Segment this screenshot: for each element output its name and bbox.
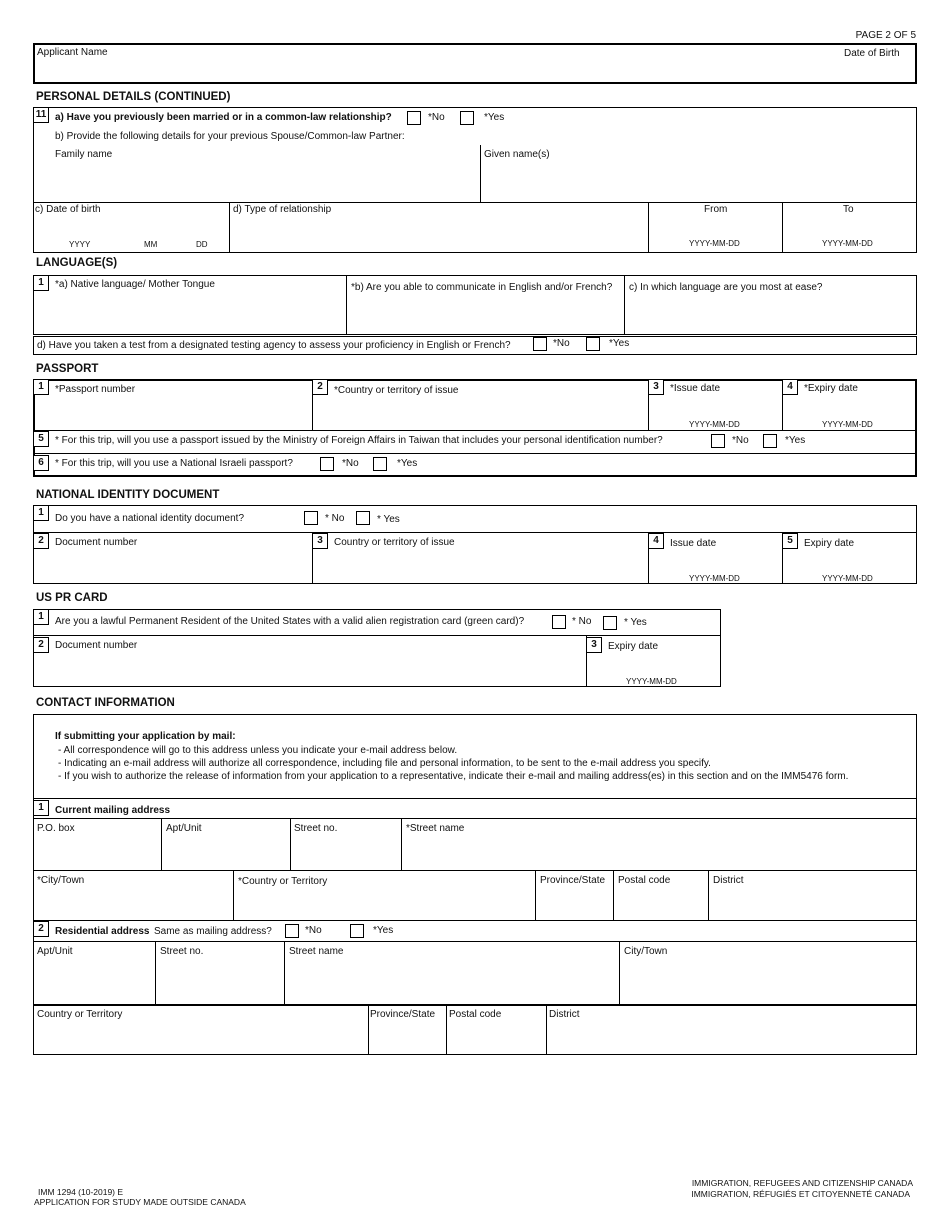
divider	[33, 941, 917, 942]
divider	[782, 202, 783, 253]
mail-country-label: *Country or Territory	[238, 876, 328, 887]
nid-index-3: 3	[312, 533, 328, 549]
passport-country-field[interactable]	[313, 400, 647, 429]
nid-no-checkbox[interactable]	[304, 511, 318, 525]
mail-city-field[interactable]	[34, 888, 232, 919]
uspr-no-label: * No	[572, 616, 592, 627]
dob-dd-hint: DD	[196, 240, 208, 249]
married-yes-label: *Yes	[484, 112, 505, 123]
passport-country-index: 2	[312, 379, 328, 395]
nid-index-1: 1	[33, 505, 49, 521]
contact-title: CONTACT INFORMATION	[36, 697, 175, 709]
divider	[33, 870, 917, 871]
passport-israeli-index: 6	[33, 455, 49, 471]
nid-expiry-label: Expiry date	[804, 538, 855, 549]
divider	[648, 202, 649, 253]
israeli-no-label: *No	[342, 458, 359, 469]
divider	[33, 202, 917, 203]
passport-expiry-date-hint: YYYY-MM-DD	[822, 420, 873, 429]
res-district-label: District	[549, 1009, 580, 1020]
mail-postal-field[interactable]	[614, 888, 707, 919]
family-name-label: Family name	[55, 149, 113, 160]
mail-province-label: Province/State	[540, 875, 606, 886]
divider	[33, 818, 917, 819]
language-title: LANGUAGE(S)	[36, 257, 118, 269]
given-names-field[interactable]	[481, 162, 916, 202]
previous-spouse-instruction: b) Provide the following details for your previous Spouse/Common-law Partner:	[55, 131, 405, 142]
mail-district-label: District	[713, 875, 744, 886]
res-street-name-field[interactable]	[285, 959, 618, 1003]
passport-taiwan-question: * For this trip, will you use a passport issued by the Ministry of Foreign Affairs in Taiwan that includes your personal identification number?	[55, 435, 663, 446]
passport-number-index: 1	[33, 379, 49, 395]
mail-postal-label: Postal code	[618, 875, 671, 886]
from-label: From	[704, 204, 728, 215]
res-province-field[interactable]	[369, 1022, 445, 1054]
nid-index-4: 4	[648, 533, 664, 549]
nid-yes-checkbox[interactable]	[356, 511, 370, 525]
passport-issue-index: 3	[648, 379, 664, 395]
same-as-mailing-question: Same as mailing address?	[154, 926, 272, 937]
mail-instruction-1: - All correspondence will go to this address unless you indicate your e-mail address below.	[58, 745, 458, 756]
res-street-no-label: Street no.	[160, 946, 204, 957]
passport-israeli-question: * For this trip, will you use a National Israeli passport?	[55, 458, 293, 469]
nid-no-label: * No	[325, 513, 345, 524]
residential-address-label: Residential address	[55, 926, 150, 937]
language-test-no-label: *No	[553, 338, 570, 349]
mail-instruction-3: - If you wish to authorize the release of information from your application to a representative, indicate their e-mail and mailing address(es) in this section and on the IMM5476 form.	[58, 771, 849, 782]
divider	[33, 635, 721, 636]
nid-expiry-date-hint: YYYY-MM-DD	[822, 574, 873, 583]
from-date-hint: YYYY-MM-DD	[689, 239, 740, 248]
taiwan-yes-label: *Yes	[785, 435, 806, 446]
taiwan-no-label: *No	[732, 435, 749, 446]
passport-issue-date-hint: YYYY-MM-DD	[689, 420, 740, 429]
divider	[624, 275, 625, 335]
department-name-en: IMMIGRATION, REFUGEES AND CITIZENSHIP CANADA	[691, 1178, 913, 1188]
passport-taiwan-index: 5	[33, 431, 49, 447]
language-test-yes-label: *Yes	[609, 338, 630, 349]
taiwan-yes-checkbox[interactable]	[763, 434, 777, 448]
family-name-field[interactable]	[34, 162, 479, 202]
question-number-1: 1	[33, 275, 49, 291]
communicate-label: *b) Are you able to communicate in English and/or French?	[351, 282, 613, 293]
applicant-name-label: Applicant Name	[37, 47, 108, 58]
dob-yyyy-hint: YYYY	[69, 240, 91, 249]
nid-country-field[interactable]	[313, 552, 647, 583]
nid-issue-label: Issue date	[670, 538, 717, 549]
nid-doc-number-field[interactable]	[34, 552, 311, 583]
uspr-index-3: 3	[586, 637, 602, 653]
uspr-yes-checkbox[interactable]	[603, 616, 617, 630]
given-names-label: Given name(s)	[484, 149, 550, 160]
personal-details-title: PERSONAL DETAILS (CONTINUED)	[36, 91, 231, 103]
language-test-question: d) Have you taken a test from a designated testing agency to assess your proficiency in English or French?	[37, 340, 511, 351]
married-no-label: *No	[428, 112, 445, 123]
nid-country-label: Country or territory of issue	[334, 537, 455, 548]
res-district-field[interactable]	[547, 1022, 916, 1054]
mail-province-field[interactable]	[536, 888, 612, 919]
applicant-header-box[interactable]	[33, 43, 917, 84]
israeli-no-checkbox[interactable]	[320, 457, 334, 471]
mail-street-no-field[interactable]	[291, 836, 400, 869]
uspr-doc-number-field[interactable]	[34, 655, 585, 686]
po-box-label: P.O. box	[37, 823, 75, 834]
mail-apt-unit-field[interactable]	[162, 836, 289, 869]
contact-index-1: 1	[33, 800, 49, 816]
divider	[229, 202, 230, 253]
nid-yes-label: * Yes	[377, 514, 400, 525]
divider	[33, 430, 917, 431]
language-test-yes-checkbox[interactable]	[586, 337, 600, 351]
uspr-no-checkbox[interactable]	[552, 615, 566, 629]
uspr-expiry-label: Expiry date	[608, 641, 659, 652]
question-number-11: 11	[33, 107, 49, 123]
taiwan-no-checkbox[interactable]	[711, 434, 725, 448]
to-date-hint: YYYY-MM-DD	[822, 239, 873, 248]
ease-language-label: c) In which language are you most at ease?	[629, 282, 823, 293]
uspr-index-2: 2	[33, 637, 49, 653]
language-test-no-checkbox[interactable]	[533, 337, 547, 351]
res-street-no-field[interactable]	[156, 959, 283, 1003]
res-postal-label: Postal code	[449, 1009, 502, 1020]
same-address-no-checkbox[interactable]	[285, 924, 299, 938]
uspr-expiry-date-hint: YYYY-MM-DD	[626, 677, 677, 686]
spouse-dob-label: c) Date of birth	[35, 204, 101, 215]
native-language-label: *a) Native language/ Mother Tongue	[55, 279, 215, 290]
mail-street-no-label: Street no.	[294, 823, 338, 834]
dob-mm-hint: MM	[144, 240, 158, 249]
israeli-yes-checkbox[interactable]	[373, 457, 387, 471]
res-apt-unit-field[interactable]	[34, 959, 154, 1003]
married-no-checkbox[interactable]	[407, 111, 421, 125]
same-address-no-label: *No	[305, 925, 322, 936]
married-question: a) Have you previously been married or in a common-law relationship?	[55, 112, 392, 123]
mail-street-name-field[interactable]	[402, 836, 916, 869]
israeli-yes-label: *Yes	[397, 458, 418, 469]
res-province-label: Province/State	[370, 1009, 436, 1020]
nid-issue-date-hint: YYYY-MM-DD	[689, 574, 740, 583]
uspr-question: Are you a lawful Permanent Resident of the United States with a valid alien registration card (green card)?	[55, 616, 525, 627]
res-street-name-label: Street name	[289, 946, 344, 957]
current-mailing-address-label: Current mailing address	[55, 805, 171, 816]
uspr-doc-number-label: Document number	[55, 640, 138, 651]
divider	[33, 453, 917, 454]
res-city-field[interactable]	[620, 959, 916, 1003]
res-apt-unit-label: Apt/Unit	[37, 946, 73, 957]
res-city-label: City/Town	[624, 946, 668, 957]
mail-instruction-2: - Indicating an e-mail address will authorize all correspondence, including file and personal information, to be sent to the e-mail address you specify.	[58, 758, 711, 769]
nid-doc-number-label: Document number	[55, 537, 138, 548]
mail-city-label: *City/Town	[37, 875, 85, 886]
department-name-fr: IMMIGRATION, RÉFUGIÉS ET CITOYENNETÉ CANADA	[691, 1189, 910, 1199]
mail-street-name-label: *Street name	[406, 823, 465, 834]
divider	[33, 1004, 917, 1006]
same-address-yes-label: *Yes	[373, 925, 394, 936]
date-of-birth-label: Date of Birth	[844, 48, 900, 59]
mail-country-field[interactable]	[234, 888, 534, 919]
form-title: APPLICATION FOR STUDY MADE OUTSIDE CANADA	[34, 1197, 246, 1207]
mail-instructions-heading: If submitting your application by mail:	[55, 731, 236, 742]
nid-title: NATIONAL IDENTITY DOCUMENT	[36, 489, 220, 501]
passport-country-label: *Country or territory of issue	[334, 385, 459, 396]
nid-index-5: 5	[782, 533, 798, 549]
res-country-field[interactable]	[34, 1022, 367, 1054]
page-number: PAGE 2 OF 5	[855, 30, 916, 41]
res-postal-field[interactable]	[447, 1022, 545, 1054]
contact-index-2: 2	[33, 921, 49, 937]
mail-district-field[interactable]	[709, 888, 916, 919]
married-yes-checkbox[interactable]	[460, 111, 474, 125]
passport-number-label: *Passport number	[55, 384, 136, 395]
nid-question: Do you have a national identity document?	[55, 513, 245, 524]
res-country-label: Country or Territory	[37, 1009, 123, 1020]
uspr-index-1: 1	[33, 609, 49, 625]
to-label: To	[843, 204, 854, 215]
po-box-field[interactable]	[34, 836, 160, 869]
passport-expiry-index: 4	[782, 379, 798, 395]
uspr-title: US PR CARD	[36, 592, 108, 604]
relationship-type-label: d) Type of relationship	[233, 204, 332, 215]
passport-title: PASSPORT	[36, 363, 99, 375]
passport-expiry-label: *Expiry date	[804, 383, 858, 394]
passport-number-field[interactable]	[34, 396, 311, 429]
same-address-yes-checkbox[interactable]	[350, 924, 364, 938]
passport-issue-label: *Issue date	[670, 383, 721, 394]
form-id: IMM 1294 (10-2019) E	[38, 1187, 124, 1197]
nid-index-2: 2	[33, 533, 49, 549]
uspr-yes-label: * Yes	[624, 617, 647, 628]
divider	[346, 275, 347, 335]
mail-apt-unit-label: Apt/Unit	[166, 823, 202, 834]
divider	[33, 920, 917, 921]
divider	[33, 798, 917, 799]
